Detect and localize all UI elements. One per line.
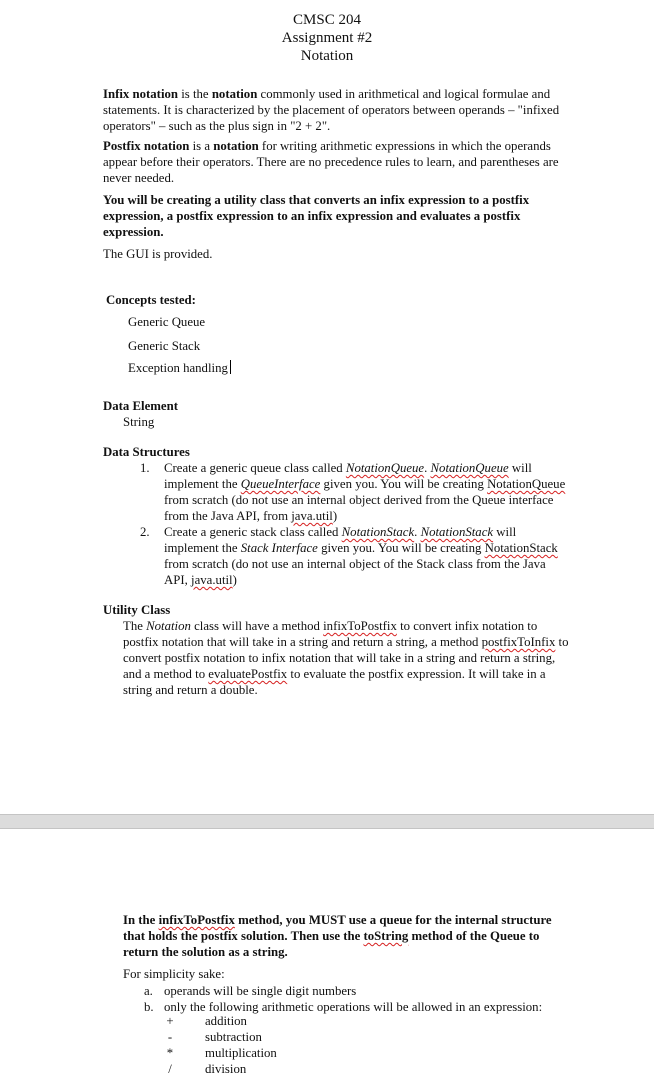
data-structures-heading: Data Structures: [103, 445, 190, 459]
text-run: from scratch (do not use an internal object of the Stack class from the Java API,: [164, 557, 546, 587]
concepts-heading: Concepts tested:: [106, 293, 196, 307]
class-name: NotationQueue: [345, 461, 425, 475]
operator-name: multiplication: [205, 1046, 277, 1060]
title-topic: Notation: [300, 48, 354, 64]
text-run: to evaluate the postfix expression. It will take in a string and return a double.: [123, 667, 546, 697]
simplicity-heading: For simplicity sake:: [123, 967, 225, 981]
infix-to-postfix-instruction: [123, 912, 573, 960]
class-name: NotationQueue: [430, 461, 509, 475]
class-name: NotationQueue: [487, 477, 566, 491]
interface-name: Stack Interface: [240, 541, 318, 555]
class-name: NotationStack: [420, 525, 494, 539]
class-name: NotationStack: [484, 541, 558, 555]
text-run: is a: [189, 139, 214, 153]
title-assignment: Assignment #2: [281, 30, 373, 46]
method-name: evaluatePostfix: [208, 667, 288, 681]
interface-name: QueueInterface: [240, 477, 321, 491]
operator-name: subtraction: [205, 1030, 262, 1044]
text-run: .: [424, 461, 431, 475]
notation-term: notation: [213, 139, 259, 153]
text-run: commonly used in arithmetical and logical formulae and statements. It is characterized by the placement of operators between operands – "infixed operators" – such as the plus sign in "2 + 2".: [103, 87, 560, 133]
postfix-notation-paragraph: [103, 138, 573, 186]
text-run: method, you MUST use a queue for the internal structure that holds the postfix solution. Then use the: [123, 913, 552, 943]
text-run: will implement the: [164, 461, 532, 491]
list-item-text: operands will be single digit numbers: [164, 984, 357, 998]
text-run: for writing arithmetic expressions in which the operands appear before their operators. There are no precedence rules to learn, and parentheses are never needed.: [103, 139, 559, 185]
text-run: is the: [178, 87, 212, 101]
operator-symbol: *: [166, 1046, 174, 1060]
text-run: Create a generic stack class called: [164, 525, 342, 539]
list-item: [140, 460, 570, 524]
method-name: infixToPostfix: [323, 619, 397, 633]
package-name: java.util: [291, 509, 333, 523]
package-name: java.util: [191, 573, 233, 587]
concept-item-text: Exception handling: [128, 361, 228, 375]
text-cursor: [230, 360, 232, 374]
method-name: toString: [363, 929, 409, 943]
infix-notation-paragraph: [103, 86, 573, 134]
class-name: NotationStack: [341, 525, 415, 539]
notation-term: notation: [211, 87, 258, 101]
data-structures-list: [140, 460, 570, 588]
operator-name: division: [205, 1062, 247, 1076]
text-run: Create a generic queue class called: [164, 461, 346, 475]
text-run: ): [332, 509, 338, 523]
operator-symbol: -: [167, 1030, 173, 1044]
text-run: to convert infix notation to postfix notation that will take in a string and return a string, a method: [123, 619, 538, 649]
list-letter: a.: [144, 984, 153, 998]
text-run: class will have a method: [190, 619, 324, 633]
utility-class-heading: Utility Class: [103, 603, 171, 617]
document-page-2: [0, 829, 654, 1089]
concept-item: Generic Queue: [128, 315, 206, 329]
postfix-term: Postfix notation: [103, 139, 190, 153]
text-run: given you. You will be creating: [320, 477, 488, 491]
list-item-text: only the following arithmetic operations will be allowed in an expression:: [164, 1000, 543, 1014]
list-item: [140, 524, 570, 588]
text-run: to convert postfix notation to infix notation that will take in a string and return a string, and a method to: [123, 635, 569, 681]
list-number: 1.: [140, 461, 150, 475]
infix-term: Infix notation: [103, 87, 179, 101]
text-run: given you. You will be creating: [317, 541, 485, 555]
page-break: [0, 814, 654, 829]
method-name: infixToPostfix: [158, 913, 235, 927]
class-name: Notation: [146, 619, 191, 633]
text-run: The: [123, 619, 147, 633]
utility-class-paragraph: [123, 618, 573, 698]
data-element-heading: Data Element: [103, 399, 178, 413]
concept-item-last: [128, 360, 231, 376]
operator-name: addition: [205, 1014, 247, 1028]
list-number: 2.: [140, 525, 150, 539]
text-run: .: [414, 525, 421, 539]
data-element-value: String: [123, 415, 155, 429]
text-run: method of the Queue to return the solution as a string.: [123, 929, 540, 959]
list-letter: b.: [144, 1000, 154, 1014]
text-run: will implement the: [164, 525, 517, 555]
text-run: In the: [123, 913, 159, 927]
operator-symbol: /: [168, 1062, 172, 1076]
text-run: ): [232, 573, 237, 587]
title-course: CMSC 204: [293, 12, 361, 28]
gui-note: The GUI is provided.: [103, 247, 213, 261]
text-run: from scratch (do not use an internal object derived from the Queue interface from the Java API, from: [164, 493, 554, 523]
method-name: postfixToInfix: [481, 635, 556, 649]
assignment-summary: You will be creating a utility class that converts an infix expression to a postfix expression, a postfix expression to an infix expression and evaluates a postfix expression.: [103, 193, 530, 239]
concept-item: Generic Stack: [128, 339, 201, 353]
operator-symbol: +: [166, 1014, 174, 1028]
